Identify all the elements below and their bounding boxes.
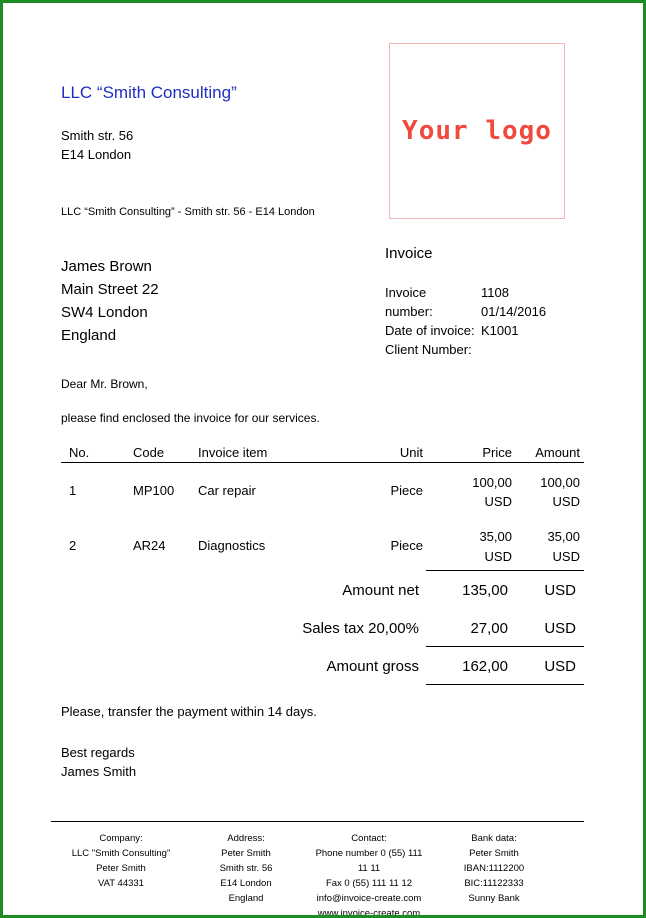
footer-company-line: Peter Smith <box>96 863 146 874</box>
sender-street: Smith str. 56 <box>61 128 134 143</box>
footer-address-line: E14 London <box>220 878 272 889</box>
footer-rule <box>51 821 584 822</box>
row-code: MP100 <box>133 483 175 498</box>
logo-text: Your logo <box>402 116 552 146</box>
amount-net-label: Amount net <box>342 582 419 599</box>
footer-contact-title: Contact: <box>351 833 387 844</box>
signature-name: James Smith <box>61 764 137 779</box>
sender-company-name: LLC “Smith Consulting” <box>61 83 237 102</box>
footer-address <box>203 831 289 906</box>
footer-bank-line: Peter Smith <box>469 848 519 859</box>
items-table-header <box>61 442 584 463</box>
table-row <box>61 525 584 565</box>
totals-bottom-rule <box>426 684 584 685</box>
row-price-currency: USD <box>484 549 512 564</box>
row-price <box>433 527 512 567</box>
footer-bank-line: BIC:11122333 <box>464 878 524 889</box>
footer-contact <box>299 831 439 918</box>
sender-city: E14 London <box>61 147 132 162</box>
payment-note: Please, transfer the payment within 14 days. <box>61 704 317 719</box>
row-no: 2 <box>69 538 77 553</box>
recipient-name: James Brown <box>61 258 152 275</box>
header-code: Code <box>133 445 165 460</box>
footer-bank-line: IBAN:1112200 <box>463 863 525 874</box>
row-amount-currency: USD <box>552 494 580 509</box>
footer-company-title: Company: <box>99 833 143 844</box>
row-price-value: 100,00 <box>472 475 512 490</box>
closing-block <box>61 743 136 781</box>
footer-bank-line: Sunny Bank <box>468 893 520 904</box>
sales-tax-value: 27,00 <box>470 620 508 637</box>
closing-text: Best regards <box>61 745 135 760</box>
recipient-street: Main Street 22 <box>61 281 159 298</box>
sales-tax-label: Sales tax 20,00% <box>302 620 419 637</box>
footer-address-line: Smith str. 56 <box>219 863 273 874</box>
totals-mid-rule <box>426 646 584 647</box>
invoice-number-value: 1108 <box>481 285 509 300</box>
intro-text: please find enclosed the invoice for our services. <box>61 411 320 425</box>
sender-address <box>61 126 133 164</box>
row-amount <box>516 527 580 567</box>
return-address-line: LLC “Smith Consulting” - Smith str. 56 - E14 London <box>61 206 315 218</box>
invoice-title: Invoice <box>385 245 433 262</box>
header-no: No. <box>69 445 90 460</box>
footer-address-line: England <box>228 893 264 904</box>
client-number-label: Client Number: <box>385 342 472 357</box>
footer-company-line: LLC "Smith Consulting" <box>71 848 171 859</box>
row-price-currency: USD <box>484 494 512 509</box>
row-amount-value: 100,00 <box>540 475 580 490</box>
invoice-date-value: 01/14/2016 <box>481 304 547 319</box>
invoice-meta-values <box>481 283 546 340</box>
date-label: Date of invoice: <box>385 323 475 338</box>
amount-gross-currency: USD <box>544 658 576 675</box>
header-item: Invoice item <box>198 445 268 460</box>
invoice-meta-labels <box>385 283 475 359</box>
row-price-value: 35,00 <box>479 529 512 544</box>
header-amount: Amount <box>535 445 580 460</box>
footer-company <box>51 831 191 891</box>
totals-top-rule <box>426 570 584 571</box>
client-number-value: K1001 <box>481 323 519 338</box>
footer-email-link[interactable]: info@invoice-create.com <box>316 893 422 904</box>
amount-net-currency: USD <box>544 582 576 599</box>
invoice-label: Invoice <box>385 285 427 300</box>
row-amount-value: 35,00 <box>547 529 580 544</box>
header-price: Price <box>482 445 512 460</box>
logo-placeholder <box>389 43 565 219</box>
amount-gross-value: 162,00 <box>462 658 508 675</box>
number-label: number: <box>385 304 433 319</box>
row-amount <box>516 473 580 511</box>
amount-gross-label: Amount gross <box>326 658 419 675</box>
footer-contact-line: 11 11 <box>357 863 381 874</box>
row-item: Car repair <box>198 483 256 498</box>
footer-contact-line: Phone number 0 (55) 111 <box>315 848 423 859</box>
row-no: 1 <box>69 483 77 498</box>
row-unit: Piece <box>390 483 423 498</box>
row-price <box>433 473 512 511</box>
sales-tax-currency: USD <box>544 620 576 637</box>
recipient-country: England <box>61 327 117 344</box>
footer-bank <box>449 831 539 906</box>
footer-bank-title: Bank data: <box>471 833 517 844</box>
recipient-address <box>61 255 159 347</box>
footer-address-title: Address: <box>227 833 265 844</box>
row-code: AR24 <box>133 538 166 553</box>
footer-address-line: Peter Smith <box>221 848 271 859</box>
footer-company-line: VAT 44331 <box>98 878 144 889</box>
row-item: Diagnostics <box>198 538 266 553</box>
footer-website-link[interactable]: www.invoice-create.com <box>317 908 421 918</box>
table-row <box>61 471 584 511</box>
recipient-city: SW4 London <box>61 304 148 321</box>
row-amount-currency: USD <box>552 549 580 564</box>
footer-contact-line: Fax 0 (55) 111 11 12 <box>325 878 413 889</box>
header-unit: Unit <box>399 445 423 460</box>
amount-net-value: 135,00 <box>462 582 508 599</box>
row-unit: Piece <box>390 538 423 553</box>
salutation: Dear Mr. Brown, <box>61 377 148 391</box>
